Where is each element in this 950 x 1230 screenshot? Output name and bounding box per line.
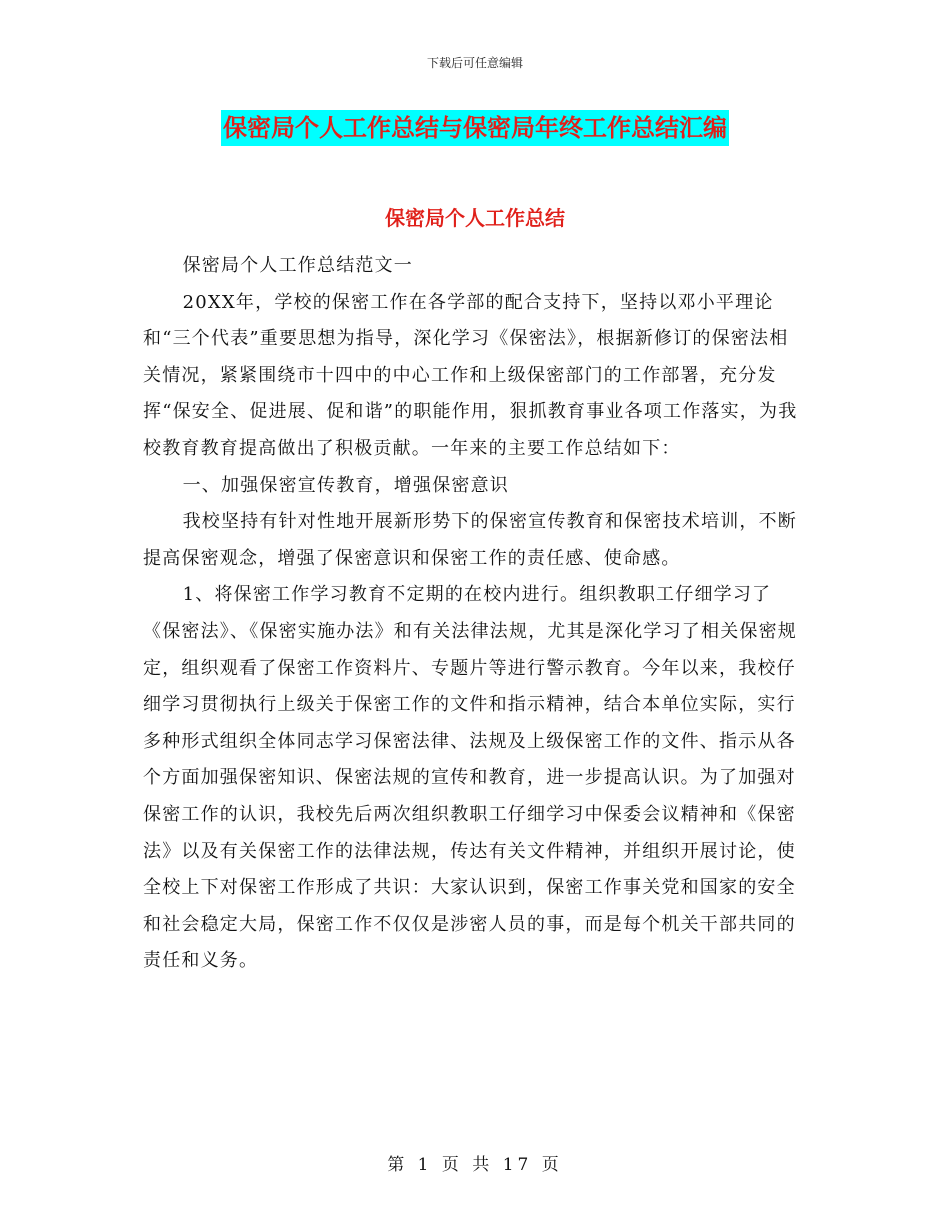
- header-note: 下载后可任意编辑: [426, 56, 523, 70]
- paragraph-intro: 20XX年，学校的保密工作在各学部的配合支持下，坚持以邓小平理论和“三个代表”重要思想为指导，深化学习《保密法》，根据新修订的保密法相关情况，紧紧围绕市十四中的中心工作和上级保密部门的工作部署，充分发挥“保安全、促进展、促和谐”的职能作用，狠抓教育事业各项工作落实，为我校教育教育提高做出了积极贡献。一年来的主要工作总结如下：: [143, 291, 798, 459]
- paragraph-body-2: 1、将保密工作学习教育不定期的在校内进行。组织教职工仔细学习了《保密法》、《保密实施办法》和有关法律法规，尤其是深化学习了相关保密规定，组织观看了保密工作资料片、专题片等进行警示教育。今年以来，我校仔细学习贯彻执行上级关于保密工作的文件和指示精神，结合本单位实际，实行多种形式组织全体同志学习保密法律、法规及上级保密工作的文件、指示从各个方面加强保密知识、保密法规的宣传和教育，进一步提高认识。为了加强对保密工作的认识，我校先后两次组织教职工仔细学习中保委会议精神和《保密法》以及有关保密工作的法律法规，传达有关文件精神，并组织开展讨论，使全校上下对保密工作形成了共识：大家认识到，保密工作事关党和国家的安全和社会稳定大局，保密工作不仅仅是涉密人员的事，而是每个机关干部共同的责任和义务。: [143, 584, 797, 972]
- document-title: [0, 110, 950, 146]
- page-footer: 第 1 页 共 17 页: [387, 1155, 563, 1175]
- section-title: 保密局个人工作总结: [385, 206, 565, 230]
- paragraph-subtitle: 保密局个人工作总结范文一: [182, 255, 413, 276]
- paragraph-body-1: 我校坚持有针对性地开展新形势下的保密宣传教育和保密技术培训，不断提高保密观念，增强了保密意识和保密工作的责任感、使命感。: [143, 511, 797, 569]
- body-text: [143, 248, 807, 980]
- document-title-text: 保密局个人工作总结与保密局年终工作总结汇编: [221, 110, 729, 146]
- paragraph-heading-1: 一、加强保密宣传教育，增强保密意识: [182, 474, 509, 496]
